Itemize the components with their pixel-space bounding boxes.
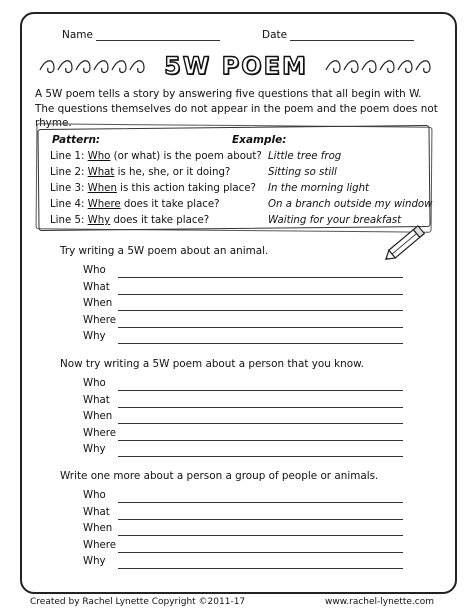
writing-line-label: When [83,298,113,309]
example-line: In the morning light [268,183,370,194]
writing-line[interactable] [83,411,403,427]
writing-line[interactable] [83,523,403,539]
answer-line[interactable] [118,440,403,441]
pattern-line-question: is this action taking place? [116,183,256,194]
footer-url: www.rachel-lynette.com [325,597,435,607]
writing-line-label: What [83,281,110,293]
answer-line[interactable] [118,456,403,457]
pattern-line-label: Line 1: [50,151,85,162]
pattern-line-w: What [87,167,115,178]
writing-line[interactable] [83,282,403,298]
section-prompt: Now try writing a 5W poem about a person that you know. [60,358,364,370]
name-label: Name [62,29,93,41]
section-prompt: Try writing a 5W poem about an animal. [60,245,269,257]
answer-line[interactable] [118,568,403,569]
answer-line[interactable] [118,552,403,553]
pattern-line-w: Who [87,151,111,162]
answer-line[interactable] [118,502,403,503]
writing-line-label: Where [83,427,117,439]
writing-line[interactable] [83,556,403,572]
writing-line-label: Why [83,556,106,567]
intro-text: A 5W poem tells a story by answering five questions that all begin with W. The questions themselves do not appear in the poem and the poem does not rhyme. [35,88,438,129]
writing-line[interactable] [83,315,403,331]
answer-line[interactable] [118,390,403,391]
page-title: 5W POEM [164,52,308,80]
date-field[interactable] [262,29,414,41]
answer-line[interactable] [118,277,403,278]
writing-line[interactable] [83,444,403,460]
writing-line-label: Where [83,314,117,326]
answer-line[interactable] [118,294,403,295]
example-line: On a branch outside my window [268,199,433,210]
pattern-line [50,165,230,181]
name-line[interactable] [96,29,220,41]
footer-credit: Created by Rachel Lynette Copyright ©2011-17 [30,597,246,607]
pencil-icon [378,212,438,272]
writing-line-label: Why [83,331,106,342]
writing-line-label: What [83,394,110,406]
answer-line[interactable] [118,327,403,328]
pattern-line [50,181,256,197]
writing-line[interactable] [83,540,403,556]
answer-line[interactable] [118,423,403,424]
answer-line[interactable] [118,535,403,536]
pattern-line-question: does it take place? [120,199,220,210]
pattern-line-label: Line 4: [50,199,85,210]
writing-line-label: When [83,411,113,422]
writing-line-label: Why [83,444,106,455]
pattern-line-w: Why [87,215,111,226]
section-prompt: Write one more about a person a group of people or animals. [60,470,379,482]
answer-line[interactable] [118,343,403,344]
date-line[interactable] [290,29,414,41]
writing-line[interactable] [83,395,403,411]
pattern-line-question: (or what) is the poem about? [110,151,262,162]
answer-line[interactable] [118,407,403,408]
writing-line[interactable] [83,378,403,394]
writing-line-label: Where [83,539,117,551]
writing-line[interactable] [83,507,403,523]
pattern-line-label: Line 3: [50,183,85,194]
answer-line[interactable] [118,310,403,311]
writing-line-label: When [83,523,113,534]
writing-line-label: Who [83,490,106,501]
pattern-line-question: is he, she, or it doing? [114,167,231,178]
writing-line-label: Who [83,378,106,389]
pattern-line [50,197,220,213]
name-field[interactable] [62,29,220,41]
writing-line-label: Who [83,265,106,276]
answer-line[interactable] [118,519,403,520]
title-banner [36,52,436,84]
pattern-heading: Pattern: [52,134,101,146]
writing-line[interactable] [83,265,403,281]
date-label: Date [262,29,288,41]
pattern-line-label: Line 2: [50,167,85,178]
pattern-line-question: does it take place? [110,215,210,226]
example-line: Little tree frog [268,151,342,162]
pattern-line-label: Line 5: [50,215,85,226]
pattern-line-w: Where [87,199,121,210]
pattern-line-w: When [87,183,117,194]
pattern-line [50,213,209,229]
writing-line[interactable] [83,331,403,347]
writing-line[interactable] [83,298,403,314]
writing-line[interactable] [83,428,403,444]
example-line: Sitting so still [268,167,337,178]
example-heading: Example: [232,134,287,146]
example-line: Waiting for your breakfast [268,215,402,226]
pattern-line [50,149,262,165]
writing-line-label: What [83,506,110,518]
writing-line[interactable] [83,490,403,506]
